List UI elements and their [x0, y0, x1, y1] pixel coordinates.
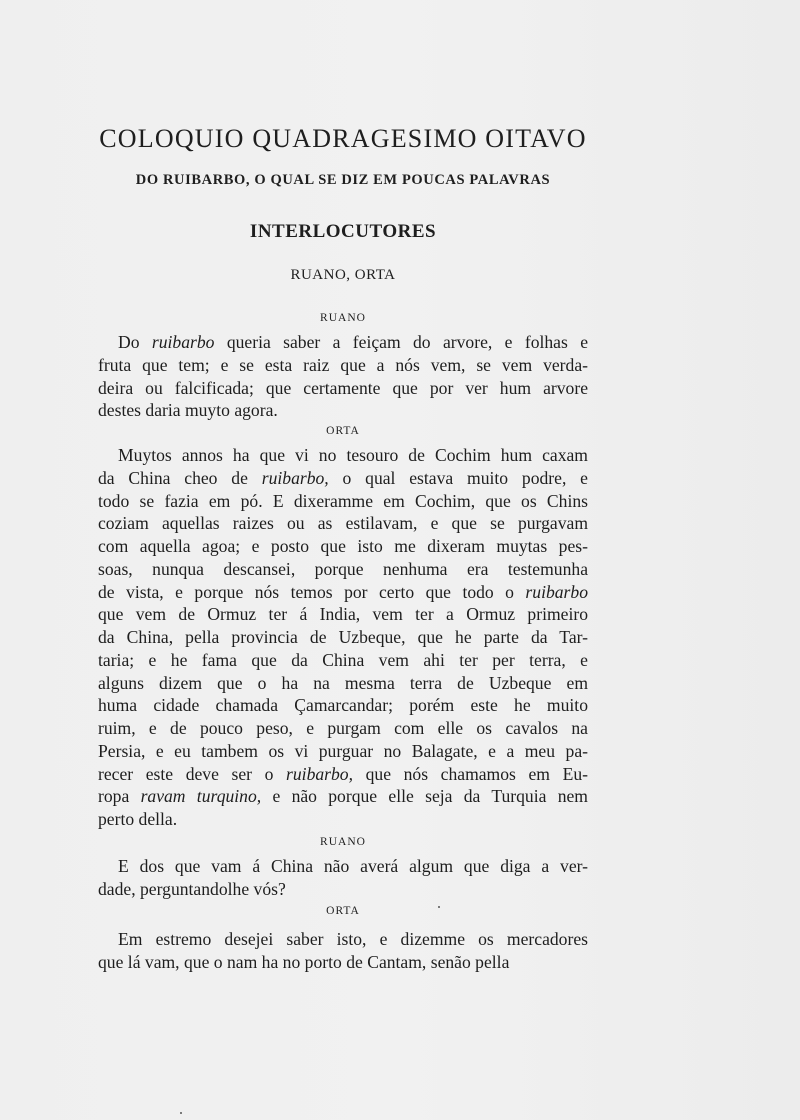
- dialogue-paragraph: [98, 331, 588, 422]
- text-line: [98, 763, 588, 786]
- text-line: [98, 512, 588, 535]
- text-run: da China cheo de: [98, 467, 262, 488]
- text-line: [98, 377, 588, 400]
- text-run: todo se fazia em pó. E dixeramme em Cochim, que os Chins: [98, 490, 588, 511]
- text-run: taria; e he fama que da China vem ahi ter per terra, e: [98, 649, 588, 670]
- speaker-label: ORTA: [326, 425, 360, 437]
- text-line: [98, 399, 588, 422]
- text-run: coziam aquellas raizes ou as estilavam, e que se purgavam: [98, 513, 588, 534]
- text-line: [98, 558, 588, 581]
- text-run: ropa: [98, 786, 141, 807]
- italic-term: ravam turquino,: [140, 786, 262, 807]
- text-run: de vista, e porque nós temos por certo que todo o: [98, 581, 526, 602]
- interlocutors-names: RUANO, ORTA: [290, 267, 396, 283]
- text-line: [98, 785, 588, 808]
- text-run: da China, pella provincia de Uzbeque, que he parte da Tar-: [98, 627, 588, 647]
- text-run: que vem de Ormuz ter á India, vem ter a Ormuz primeiro: [98, 604, 588, 625]
- text-run: dade, perguntandolhe vós?: [98, 878, 286, 899]
- text-run: ruim, e de pouco peso, e purgam com elle os cavalos na: [98, 718, 588, 738]
- italic-term: ruibarbo,: [261, 467, 329, 488]
- ink-speck: [438, 906, 440, 908]
- chapter-subtitle: DO RUIBARBO, O QUAL SE DIZ EM POUCAS PALAVRAS: [135, 172, 551, 188]
- text-line: [98, 672, 588, 695]
- text-line: [98, 626, 588, 649]
- text-run: Do: [118, 332, 152, 352]
- text-line: [98, 603, 588, 626]
- text-line: [98, 331, 588, 354]
- text-run: e não porque elle seja da Turquia nem: [261, 786, 588, 807]
- text-run: huma cidade chamada Çamarcandar; porém este he muito: [98, 695, 588, 716]
- text-line: [98, 808, 588, 831]
- text-run: Persia, e eu tambem os vi purguar no Balagate, e a meu pa-: [98, 740, 588, 761]
- chapter-title: COLOQUIO QUADRAGESIMO OITAVO: [99, 124, 587, 153]
- text-line: [98, 740, 588, 763]
- text-run: que lá vam, que o nam ha no porto de Cantam, senão pella: [98, 951, 510, 972]
- text-line: [98, 535, 588, 558]
- interlocutors-heading: INTERLOCUTORES: [249, 221, 437, 242]
- text-run: com aquella agoa; e posto que isto me dixeram muytas pes-: [98, 536, 588, 556]
- speaker-label: RUANO: [320, 312, 366, 324]
- text-run: que nós chamamos em Eu-: [353, 763, 588, 784]
- text-line: [98, 878, 588, 901]
- text-run: Em estremo desejei saber isto, e dizemme os mercadores: [118, 929, 588, 949]
- text-line: [98, 717, 588, 740]
- text-line: [98, 490, 588, 513]
- speaker-label: ORTA: [326, 905, 360, 917]
- text-line: [98, 855, 588, 878]
- text-run: Muytos annos ha que vi no tesouro de Cochim hum caxam: [118, 445, 588, 465]
- text-run: soas, nunqua descansei, porque nenhuma era testemunha: [98, 558, 588, 579]
- text-line: [98, 951, 588, 974]
- text-line: [98, 649, 588, 672]
- text-line: [98, 467, 588, 490]
- text-line: [98, 354, 588, 377]
- text-run: queria saber a feiçam do arvore, e folhas e: [214, 332, 588, 352]
- text-run: alguns dizem que o ha na mesma terra de Uzbeque em: [98, 672, 588, 693]
- text-run: E dos que vam á China não averá algum que diga a ver-: [118, 856, 588, 876]
- text-line: [98, 694, 588, 717]
- dialogue-paragraph: [98, 855, 588, 901]
- dialogue-paragraph: [98, 444, 588, 831]
- dialogue-paragraph: [98, 928, 588, 974]
- text-line: [98, 444, 588, 467]
- italic-term: ruibarbo: [151, 332, 215, 352]
- text-run: fruta que tem; e se esta raiz que a nós vem, se vem verda-: [98, 354, 588, 375]
- speaker-label: RUANO: [320, 836, 366, 848]
- text-run: destes daria muyto agora.: [98, 400, 278, 421]
- italic-term: ruibarbo: [525, 581, 588, 602]
- ink-speck: [180, 1112, 182, 1114]
- text-line: [98, 928, 588, 951]
- text-line: [98, 581, 588, 604]
- text-run: o qual estava muito podre, e: [328, 467, 588, 488]
- italic-term: ruibarbo,: [286, 763, 353, 784]
- text-run: perto della.: [98, 809, 178, 829]
- text-run: deira ou falcificada; que certamente que por ver hum arvore: [98, 377, 588, 398]
- text-run: recer este deve ser o: [98, 763, 287, 784]
